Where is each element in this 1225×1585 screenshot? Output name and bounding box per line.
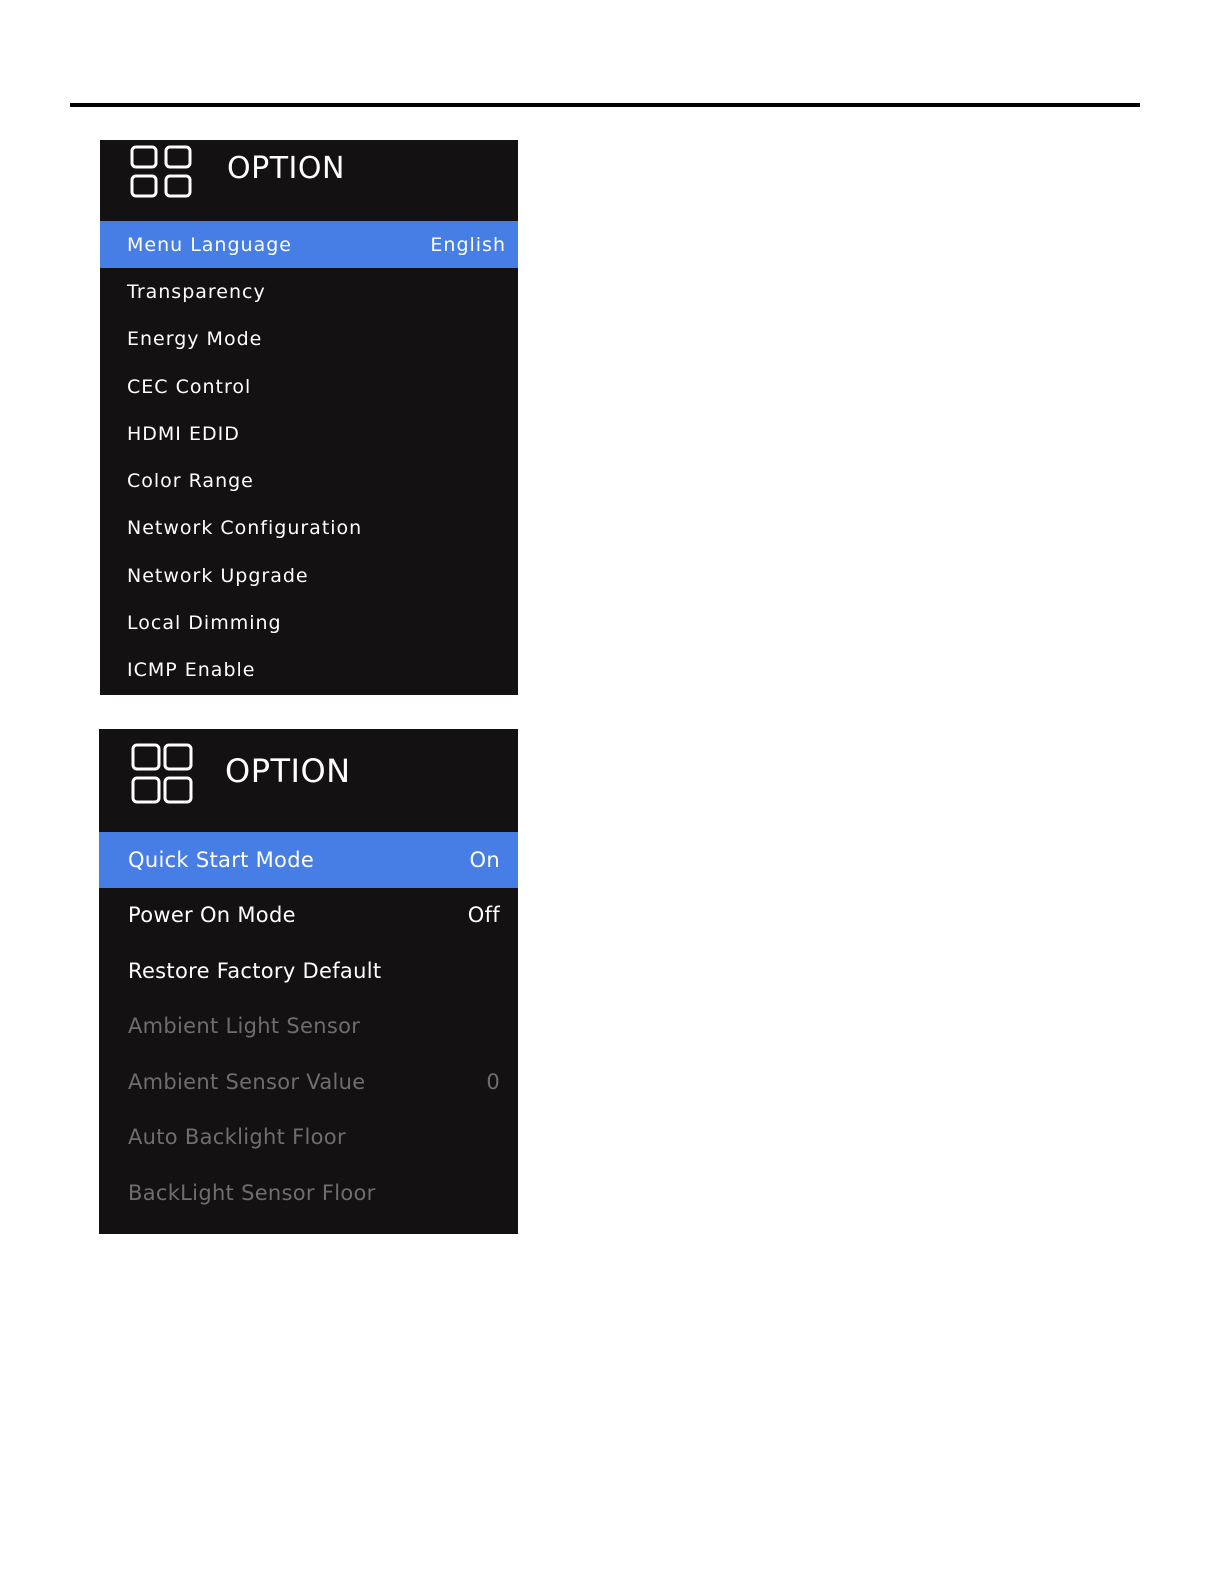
menu-item-label: CEC Control <box>127 375 252 398</box>
menu-item-value: Off <box>467 903 500 928</box>
grid-icon <box>131 743 193 805</box>
menu-item-label: Auto Backlight Floor <box>128 1125 346 1150</box>
menu-list <box>100 221 518 694</box>
menu-item-ambient-light-sensor <box>99 999 518 1055</box>
menu-item-icmp-enable[interactable] <box>100 647 518 694</box>
menu-item-network-configuration[interactable] <box>100 505 518 552</box>
menu-item-ambient-sensor-value <box>99 1054 518 1110</box>
panel-header <box>100 140 518 221</box>
panel-header <box>99 729 518 832</box>
menu-item-label: Energy Mode <box>127 328 263 351</box>
menu-item-label: Ambient Light Sensor <box>128 1014 361 1039</box>
menu-item-value: English <box>430 233 506 256</box>
menu-item-auto-backlight-floor <box>99 1110 518 1166</box>
menu-item-energy-mode[interactable] <box>100 316 518 363</box>
menu-item-label: Color Range <box>127 470 254 493</box>
menu-item-cec-control[interactable] <box>100 363 518 410</box>
grid-icon <box>130 145 194 199</box>
menu-item-color-range[interactable] <box>100 457 518 504</box>
page-divider <box>70 103 1140 107</box>
menu-item-label: Restore Factory Default <box>128 958 382 983</box>
panel-title: OPTION <box>227 151 345 186</box>
menu-item-hdmi-edid[interactable] <box>100 410 518 457</box>
panel-title: OPTION <box>225 752 351 790</box>
menu-item-label: Menu Language <box>127 233 292 256</box>
menu-item-value: 0 <box>486 1069 500 1094</box>
menu-item-network-upgrade[interactable] <box>100 552 518 599</box>
menu-item-label: Local Dimming <box>127 612 282 635</box>
menu-list <box>99 832 518 1221</box>
menu-item-restore-factory-default[interactable] <box>99 943 518 999</box>
menu-item-label: Transparency <box>127 280 266 303</box>
menu-item-power-on-mode[interactable] <box>99 888 518 944</box>
menu-item-quick-start-mode[interactable] <box>99 832 518 888</box>
menu-item-label: Power On Mode <box>128 903 296 928</box>
menu-item-label: Network Upgrade <box>127 564 309 587</box>
menu-item-menu-language[interactable] <box>100 221 518 268</box>
menu-item-label: BackLight Sensor Floor <box>128 1180 376 1205</box>
option-menu-panel-2 <box>99 729 518 1234</box>
menu-item-local-dimming[interactable] <box>100 599 518 646</box>
menu-item-backlight-sensor-floor <box>99 1165 518 1221</box>
menu-item-label: Network Configuration <box>127 517 363 540</box>
menu-item-label: Quick Start Mode <box>128 847 315 872</box>
menu-item-transparency[interactable] <box>100 268 518 315</box>
option-menu-panel-1 <box>100 140 518 695</box>
menu-item-value: On <box>469 847 500 872</box>
menu-item-label: HDMI EDID <box>127 422 240 445</box>
menu-item-label: Ambient Sensor Value <box>128 1069 366 1094</box>
menu-item-label: ICMP Enable <box>127 659 256 682</box>
